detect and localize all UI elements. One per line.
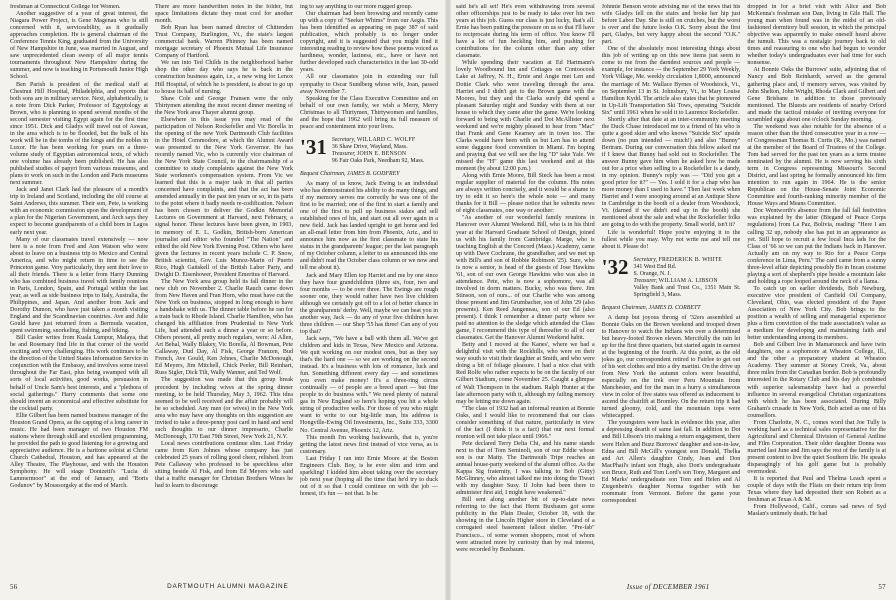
paragraph: We ran into Ted Childs in the neighborhood barber shop the other day who says he is back in the construction business again, i.e., a new wing for Lenox Hill Hospital, of which he is president, is about to go up to house its hall of nursing. (155, 60, 293, 95)
paragraph: All our classmates join in extending our full sympathy to Oscar Sundberg whose wife, Joan, passed away November 7. (300, 74, 438, 95)
paragraph: This month I'm working backwards, that is, you're getting the latest news first instead of vice versa, as is customary. (300, 434, 438, 455)
paragraph: Bob and Gilbert live in Mamaroneck and have twin daughters, one a sophomore at Wheaton College, Ill., and the other a preparatory student at Wheaton Academy. They summer at Stoney Creek, Va., about three miles from the Canadian border. Bob is profoundly interested in the Rotary Club and his day job combined with superior salesmanship have had a powerful influence in several evangelical Christian organizations with which he has been associated. During Billy Graham's crusade in New York, Bob acted as one of his counsellors. (747, 342, 887, 419)
class-officers (634, 257, 741, 299)
paragraph: Betty and I moved at the Kanes', where we had a delightful visit with the Rockhills, who were en their way south to visit their daughter at Smith, and who were doing a bit of foliage pleasure. I had a nice chat with Red Rolfe who rather expects to be on the faculty of our Gilbert Stadium, come November 25. Caught a glimpse of Walt Thompson in the stadium. Ralph Hunter at the late afternoon party with it, although my failing memory may be letting me down again. (456, 342, 595, 405)
right-column-2 (602, 4, 741, 574)
paragraph: Bill sent along another bit of up-to-date news referring to the fact that Herm Buxbaum got some publicity in the Plain Dealer, October 18, with the showing in the Lincoln Higher store in Cleveland of a corrugated steel basement fallout shelter. "Pre-fab" Francisco... of some women shoppers, most of whom were attracted more by curiosity than by real interest, were recorded by Buxbaum. (456, 497, 595, 553)
paragraph: Ben Parish is president of the medical staff at Chestnut Hill Hospital, Philadelphia, and reports that both sons are in military service. Next, alphabetically, is a note from Dick Parker, Professor of Egyptology at Brown, who is planning to spend several months of the second semester visiting Egypt again for the first time since 1951. Dick and Gladys will travel out of Aswan, in the area which is to be flooded, but the bulk of his work will be in the tombs of the kings and the nobles in Luxor. He has been working for years on a three-volume study of Egyptian astronomical texts, of which one volume has already been published. He has also published studies of papyri from various museums, and plans to work on such in the London and Paris museums next summer. (10, 81, 148, 187)
class-numeral: '31 (300, 134, 327, 159)
paragraph: dropped in for a brief visit with Alice and Bob McKenna's freshman son Dan, living in Gile Hall. The young man when found was in the midst of an old-fashioned dormitory bull session, in which the principal objective was apparently to make oneself heard above the tumult. This was a nostalgic journey back to old times and reassuring to one who had begun to wonder whether today's undergraduates ever had time for such nonsense. (747, 4, 887, 67)
bequest-name: JAMES B. GODFREY (346, 170, 400, 177)
treasurer-address: Valley Bank and Trust Co., 1351 Main St. Springfield 3, Mass. (633, 284, 741, 298)
paragraph: The weekend was also notable for the absence of a reason other than the third consecutive year in a row — of Congressman Thomas B. Curtis (R., Mo.) was named at the member of the Board of Trustees of the College. Tom had served for the past ten years as a term trustee nominated by the alumni. He is now serving his sixth term in Congress representing Missouri's Second District, and last spring he formally announced his firm intention to run again in 1964. He is the senior Republican on the House-Senate Joint Economic Committee and fourth-ranking minority member of the House Ways and Means Committee. (747, 123, 887, 208)
secretary-name: FREDERICK B. WHITE (658, 256, 723, 263)
paragraph: Jack says, "We have a ball with them all. We've got children and kids in Texas, New Mexico and Arizona. We quit working on our modest ones, but as they say that's the hard one — so we are working on the second instead. It's a business with lots of romance, luck and fun. Something different every day — and sometimes you even make money! It's a three-ring circus continually — of people are a breed apart — but fine people to do business with." We need plenty of natural gas in New England so here's hoping you hit a whole string of productive wells. For those of you who might want to write to our big-little man, his address is Hongville-Ewing Oil Investments, Inc., Suite 333, 3300 No. Central Avenue, Phoenix 12, Ariz. (300, 335, 438, 434)
paragraph: "As another of our wonderful family reunions in Hanover over Alumni Weekend. Bill, who is in his third year at the Harvard Graduate School of Design, joined us with his family from Cambridge. Marge, who is teaching English at the Concord (Mass.) Academy, came up with Dave Cochrane, the grandfather, and we met up with Bill's and son of Robbie Robinson '25). Sure, who is now a senior, is head of the guests of Jose Hawkins '61, son of our own George Hawkins who was also in attendance. Pete, who is now a sophomore, was all involved in dorm matters. Bucky, who was there. Jim Stinson, son of ours... of our Charlie who was among those present and Jim Grumbacher, son of John '29 (also presents). Ken Reed Jangeneau, son of our Ed (also present). I think I remember a dinner party where we paid no attention to the sledge which attended the Class game, I recommend this type of thereafter to all of our classmates. Get the Hanover Alumni Weekend habit. (456, 215, 595, 342)
secretary-address-2: S. Orange, N. J. (633, 270, 671, 277)
left-column-2 (155, 4, 293, 574)
paragraph: One of the absolutely most interesting things about this job of writing up on this new items just seem to come to me from the darndest sources and people — example, for instance — the September 29 York Weekly, York Village, Me. weekly circulation 1,8000, announced the marriage of Mr. Wallace Byrnes of Woodstock, Vt., on September 13 in St. Johnsbury, Vt., to Mary Louise Hamilton Kydd. The article also states that he pioneered in Up-Lift Transportation Ski Tows, operating "Suicide Six" until 1961 when he sold it to Laurence Rockefeller. (601, 46, 741, 116)
paragraph: ing to say anything to our more rugged group. (300, 4, 413, 10)
paragraph: Doc Wentworth's absence from the fall fall festivities was explained by the latter (Biegand of Peace Corps regulations) from La Paz, Bolivia, reading: "Here I am calling 32 up, nobody else has put in an appearance as yet. Still hope to recruit a few local Inca lads for the Class of '66 so we can put the Indians back in Hanover. Actually am on my way to Rio for a Peace Corps conference in Lima, Peru." The card came from a sunny three-level affair depicting possibly Bo in Incan costume playing a sort of shepherd's pipe beside a mountain lake and holding a rope looped around the neck of a llama. (747, 208, 887, 285)
paragraph: Local news contributions continue slim. Last Friday came from Ken Johnes whose company has just celebrated 25 years of rolling good cheer, relished. from Pete Callaway who professed to be speechless after sitting beside Al Fisk, and from Ed Meyers who said that a traffic manager for Christian Brothers Wines he had to learn to discourage (155, 440, 293, 490)
secretary-address: 36 Shaw Drive, Wayland, Mass. (331, 143, 408, 150)
bequest-role: Bequest Chairman, (601, 304, 648, 311)
paragraph: The suggestion was made that this group break precedent by including wives at the spring dinner meeting, to be held Thursday, May 3, 1962. This idea seemed to be well received and the affair probably will be so scheduled. Any men (or wives) in the New York area who may have any thoughts on this suggestion are invited to take a three-penny post card in hand and send such thoughts to our dinner impresario, Charlie McDonough, 170 East 79th Street, New York 21, N.Y. (155, 377, 293, 440)
paragraph: Shortly after that date at an inter-community meeting the Duck Chase introduced me to a friend of his who is quite a good skier and who knows "Suicide Six" upside down (no pun intended — much!) and also "Bunny" Bertram. During our conversation this fellow asked me if I knew that Bunny had sold out to Rockefeller. The answer Bunny gave him when he asked how he made out for a price when selling to a Rockefeller is a dandy, in my opinion. Bunny's reply was — "Did you get a good price for it?" — Yes. I sold it for a chap who has more money than I used to have." Then last week when Harriet and I were snooping around at an Antique Show in Cambridge in the booth of a dealer from Woodstock, Vt. (darned if we didn't end up in the booth) she mentioned about the sale and what the Rockefeller folks are going to do with the property. Small world, isn't it? (601, 116, 741, 229)
paragraph: Shaw Cole and George Fransen were the only Thirtymen attending the most recent dinner meeting of the New York area Thayer alumni group. (155, 95, 293, 116)
magazine-title: DARTMOUTH ALUMNI MAGAZINE (167, 583, 289, 590)
paragraph: Johnnie Benson wrote advising me of the news that his wife Gladys fell on the stairs and broke her hip just before Labor Day. She is still on crutches, but the worst is over and the future looks O.K. Sorry about the first part, Gladys, but very happy about the second "O.K." part. (601, 4, 741, 46)
right-column-1 (456, 4, 595, 574)
paragraph: said he's all set! He's even withdrawing from several other officerships just to be ready to take over his two years at this job. Guess our class is just lucky, that's all. Ernie has been putting the pressure on us so that I'll have to reciprocate during his term of office. You know I'll have a lot of fun heckling him, and pushing for contributions for the column other than any other classmate. (456, 4, 595, 60)
paragraph: As many of us know, Jack Ewing is an individual who has demonstrated his ability to do many things, and if my memory serves me correctly he was one of the first to be married; one of the first to start a family and one of the first to pull up business stakes and sell established ones of his, and start out all over again in a new field. Jack has landed upright to get home and fed an all-mail letter from him from Phoenix, Ariz., and to announce him now as the first classmate to state his status in the grandparents' league; per the last paragraph of my October column, a letter to us announced this one and didn't read the October class column or we now and tell me about it). (300, 180, 438, 272)
secretary-role: Secretary, (633, 256, 658, 263)
paragraph: From Charlotte, N. C., comes word that Joe Tully is working hard as a technical sales representative for the Agricultural and Chemical Division of General Aniline and Film Corporation. Their older daughter Donna was married last June and Jim says the rest of the family is at present content to live the quiet Southern life. He speaks disparagingly of his golf game but is probably overmodest. (747, 419, 887, 476)
paragraph: It is reported that Paul and Thelma Leach spent a couple of days with the Fliats on their return trip from Texas where they had deposited their son Robert as a freshman at Texas A & M. (747, 476, 887, 504)
paragraph: To catch up on earlier dividends, Bob Newburg, executive vice president of Canfield Oil Company, Cleveland, Ohio, was elected president of the Paper Association of New York City. Bob brings to the position a wealth of selling and managerial experience plus a firm conviction of the trade association's value as a medium for developing and maintaining faith and better understanding among its members. (747, 285, 887, 342)
bequest-line (300, 171, 438, 178)
paragraph: Jack and Janet Clark had the pleasure of a month's trip to Ireland and Scotland, including the old course at Saint Andrews, this summer. Their son, Pete, is working with an economic commission upon the development of a plan for the Nigerian Government, and Arch says they expect to become grandparents of a child born in Lagos early next year. (10, 187, 148, 236)
right-page (448, 0, 896, 600)
left-column-1 (10, 4, 148, 574)
class-1932-header (601, 254, 741, 299)
paragraph: From Hollywood, Calif., comes sad news of Syd Maslan's untimely death. He had (747, 504, 887, 518)
treasurer-address: 96 Fair Oaks Park, Needham 92, Mass. (331, 157, 425, 164)
secretary-name: WILLARD C. WOLFF (356, 136, 416, 143)
treasurer-role: Treasurer, (331, 150, 356, 157)
paragraph: Our chairman had been browsing and recently came up with a copy of "Seeker Whims" from our Aegis. This has been identified as appearing on page 387 of said publication, which probably is no longer under copyright, and it is suggested that you might find it interesting reading to review how these poems voiced as hardiness, wonder, laziness, etc., have or have not further developed such characteristics in the last 30-odd years. (300, 11, 438, 74)
book-gutter (445, 0, 451, 600)
left-column-3 (300, 4, 438, 574)
paragraph: Pete declared Terry Delta Chi, and his name stands next to that of Tom Seminoli, son of our Eddie whose son is our Matty. The Dartmouth Tripe reaches an annual house-party weekend of the alumni office. As the Kappa Sig fraternity, I was talking to Bob (Gitty) McGlinney, who almost talked me into doing the Tiwari with my daughter Susy. If John had been there to administer first aid, I might have weakened." (456, 440, 595, 497)
page-number: 57 (878, 583, 886, 591)
issue-date: Issue of DECEMBER 1961 (626, 583, 710, 591)
paragraph: Along with Ernie Moore, Bill Steck has been a most regular supplier of material for the column. His notes are always written concisely, and it would be a shame to try to edit it so here's the whole note — and many thanks for it Bill — please notice that he submits news of eight classmates, one way or another: (456, 173, 595, 215)
class-officers (332, 137, 424, 165)
right-column-3 (747, 4, 886, 574)
paragraph: While spending their vacation at Ed Hartmann's lovely Woodbound Inn and Cottages on Contoocook Lake at Jaffrey, N. H., Ernie and Angie met Len and Dottie Clark who were traveling through the area. Harriet and I didn't get to the Brown game with the Moores, but they and the Clarks surely did spend a pleasant Saturday night and Sunday with them at our house to which they came after the game. We're looking forward to being with Charlie and Dot McAllister next weekend and we're mighty pleased to hear from "Mac" that Frank and Gene Kearney are in town too. The Clarks would have been with us but Len has to attend some daggone food convention in Miami. I'm hoping and praying that we will see the big "D" take Yale. We missed the "H" game this last weekend and at this moment (by about 12:00 p.m.) (456, 60, 595, 173)
secretary-address: 341 West End Rd. (633, 263, 677, 270)
secretary-role: Secretary, (331, 136, 356, 143)
left-footer (10, 583, 438, 591)
paragraph: Last Friday I ran into Ernie Moore at the Boston Engineers Club. Boy, is he ever slim and trim and sparkling! I kidded him about taking over the secretary job next year (hoping all the time that he'd try to duck out of it so that I could continue on with the job — honest, it's fun — not that. Is he (300, 455, 438, 497)
paragraph: A damp but joyous throng of '32ers assembled at Bonnie Oaks on the Brown weekend and trooped down to Hanover to watch the Indians win over a determined but heavy-footed Brown eleven. Mercifully the rain let up for the first three quarters, but started again in earnest at the beginning of the fourth. At this point, as the old jokes go, our correspondent retired to Fairlee to get out of his wet clothes and into a dry martini. On the drive up from New York the autumn colors were beautiful, especially on the trek over Peru Mountain from Manchester, and for the man in a hurry a simultaneous view in color of five states was offered as inducement to ascend the chairlift at Bromley. On the return trip it had turned gloomy, cold, and the mountain tops were whitecapped. (601, 314, 741, 420)
bequest-line (602, 305, 741, 312)
bequest-name: JAMES D. CORBETT (648, 304, 701, 311)
paragraph: Jack and Mary Ellen top Harriet and me by one since they have four grandchildren (three six, four, two and four months — to be over three. The Ewings are rough sooner one, they would rather have two live children although we certainly got off to a lot of better chance in the grandparents' derby. Well, maybe we can beat you in another way, Jack — do any of your five children have three children — our Shep '55 has three! Can any of you top that? (300, 272, 438, 335)
class-numeral: '32 (601, 254, 629, 279)
paragraph: The youngsters were back in evidence this year, after a depressing dearth of same last fall. In addition to Dot and Bill Libson's trio making a return engagement, there were Helen and Buzz Burrows' daughter and son-in-law, Edna and Bill McGill's youngest son Donald, Thelka and Art Allen's daughter Cindy, Jean and Don MacPhail's infant son Hugh, also Don's undergraduate son Bruce, Ruth and Tom Lord's son Tony, Margaret and Ed Marks' undergraduate son Tom and Helen and Al Ziegenbein's daughter Norma together with her roommate from Vermont. Before the game your correspondent (601, 420, 741, 504)
paragraph: Elsewhere in this issue you may read of the participation of Nelson Rockefeller and Vic Borella in the opening of the new York Dartmouth Club facilities in the Hotel Commodore, at which the Alumni Award was presented to the New York Governor. He has recently named Vic, who is currently vice chairman of the New York State Council, to the chairmanship of a committee to study complaints against the New York State workmen's compensation system. From Vic we learned that this is a major task in that all parties concerned have complaints, and that the act has been amended annually in the past ten years or so, in its parts to the point where it badly needs re-codification. Nelson has been chosen to deliver the Godkin Memorial Lectures on Government at Harvard, next February, a signal honor. These lectures have been given, in 1903, in memory of E. L. Godkin, British-born American journalist and editor who founded "The Nation" and edited the old New York Evening Post. Others who have given the lectures in recent years include C. P. Snow, British scientist, Gov. Luis Munoz-Marin of Puerto Rico, Hugh Gaitskell of the British Labor Party, and Dwight D. Eisenhower, President Emeritus of Harvard. (155, 116, 293, 278)
paragraph: There are more handwritten notes in the folder, but space limitations dictate they must cool for another month. (155, 4, 293, 25)
treasurer-name: JOHN E. BENSON (356, 150, 407, 157)
paragraph: Speaking for the Class Executive Committee and on behalf of our own family, we wish a Merry, Merry Christmas to all Thirtymen, Thirtywomen and families, and the hope that 1962 will bring its full measure of peace and contentment into your lives. (300, 95, 438, 130)
paragraph: Bob Ryan has been named director of Chittenden Trust Company, Burlington, Vt., the state's largest commercial bank. Warren Phinney has been named mortgage secretary of Phoenix Mutual Life Insurance Company of Hartford. (155, 25, 293, 60)
treasurer-name: WILLIAM A. LIBSON (658, 277, 718, 284)
paragraph: Ellie Gilbert has been named business manager of the Houston Grand Opera, as the capping of a long career in music. He had been manager of two Houston FM stations where through skill and excellent programming, he provided the path to good listening for a growing and appreciative audience. He is a baritone soloist at Christ Church Cathedral, Houston, and has appeared at the Alley Theatre, The Playhouse, and with the Houston Symphony. He will stage Donizetti's "Lucia di Lammermoor" at the end of January, and "Boris Godunov" by Moussorgsky at the end of March. (10, 412, 148, 490)
paragraph: The New York area group held its fall dinner in the new club on November 2. Charlie Rauch came down from New Haven and Fran Horn, who must have cut the New York on business, stopped in long enough to have a handshake with us. The dinner table before he ran for a train back to Rhode Island. Charlie Hamilton, who has changed his affiliation from Prudential to New York Life, had attended such a dinner a year or so before. Others present, all pretty much regulars, were: Al Allen, Art Behal, Wally Blakey, Vic Borella, Al Bowman, Pete Callaway, Dud Day, Al Fisk, George Franzen, Bud French, Ave Gould, Ken Johnes, Charlie McDonough, Ed Meyers, Jim Mitchell, Chick Peeler, Bill Reinhart, Russ Sigler, Dick Tilt, Wally Wanner, and Ted Wolf. (155, 278, 293, 377)
class-1931-header (300, 134, 438, 165)
paragraph: Many of our classmates travel extensively — now here is a note from Fred and Ann Watson who were about to leave on a business trip to Mexico and Central America, and who might return in time to see the Princeton game. Very particularly, they sent their love to all their friends. There is a letter from Harry Dunning who has combined business travel with family reunions in Paris, London, Spain, and Portugal within the last year, as well as side business trips to Italy, Australia, the Philippines, and Japan. And another from Jack and Dorothy Dumon, who have just taken a month visiting England and the Scandinavian countries. Ave and Julie Gould have just returned from a Bermuda vacation, spent swimming, snorkeling, fishing, and biking. (10, 236, 148, 335)
page-number: 56 (10, 583, 18, 591)
treasurer-role: Treasurer, (633, 277, 658, 284)
paragraph: At Bonnie Oaks the Burrows' suite, adjoining that of Nancy and Bob Reinhardt, served as the general gathering place and, if memory serves, was visited by John Shelton, John Wright, Rhoda Clark and Gilbert and Gene Brisbane in addition to those previously mentioned. The Bluests are residents of nearby Orford and made the tactical mistake of inviting everyone for scrambled eggs about one o'clock Sunday morning. (747, 67, 887, 123)
right-footer (458, 583, 886, 591)
bequest-role: Bequest Chairman, (300, 170, 346, 177)
paragraph: Bill Casler writes from Kuala Lumpur, Malaya, that he and Rosemary find life in that corner of the world exciting and very challenging. His work continues to be the direction of the United States Information Service in conjunction with the Embassy, and involves some travel throughout the Far East, plus being swamped with all sorts of local activities, good works, persuasion in behalf of Uncle Sam's best interests, and a "plethora of social gatherings." Harry comments that some one should invent an economical and effective substitute for the cocktail party. (10, 335, 148, 412)
paragraph: Another suggestive of a year of great interest, the Niagara Power Project, is Gene Magenau who is still concerned with it, serviceability, as it gradually approaches completion. He is general chairman of the Conference Tennis King, graduated from the University of New Hampshire in June, was married in August, and saw unprecedented clean sweep of all major tennis tournaments throughout New Hampshire during the summer, and now is teaching in Portsmouth Junior High School. (10, 11, 148, 81)
paragraph: Life is wonderful! Hope you're enjoying it to the fullest while you may. Why not write me and tell me about it. Please do! (601, 229, 741, 250)
paragraph: freshman at Connecticut College for Women. (10, 4, 121, 10)
paragraph: "The class of 1932 had an informal reunion at Bonnie Oaks, and I would like to recommend that our class consider something of that nature, particularly in view of the fact (I think it is a fact) that our next formal reunion will not take place until 1966." (456, 405, 595, 440)
